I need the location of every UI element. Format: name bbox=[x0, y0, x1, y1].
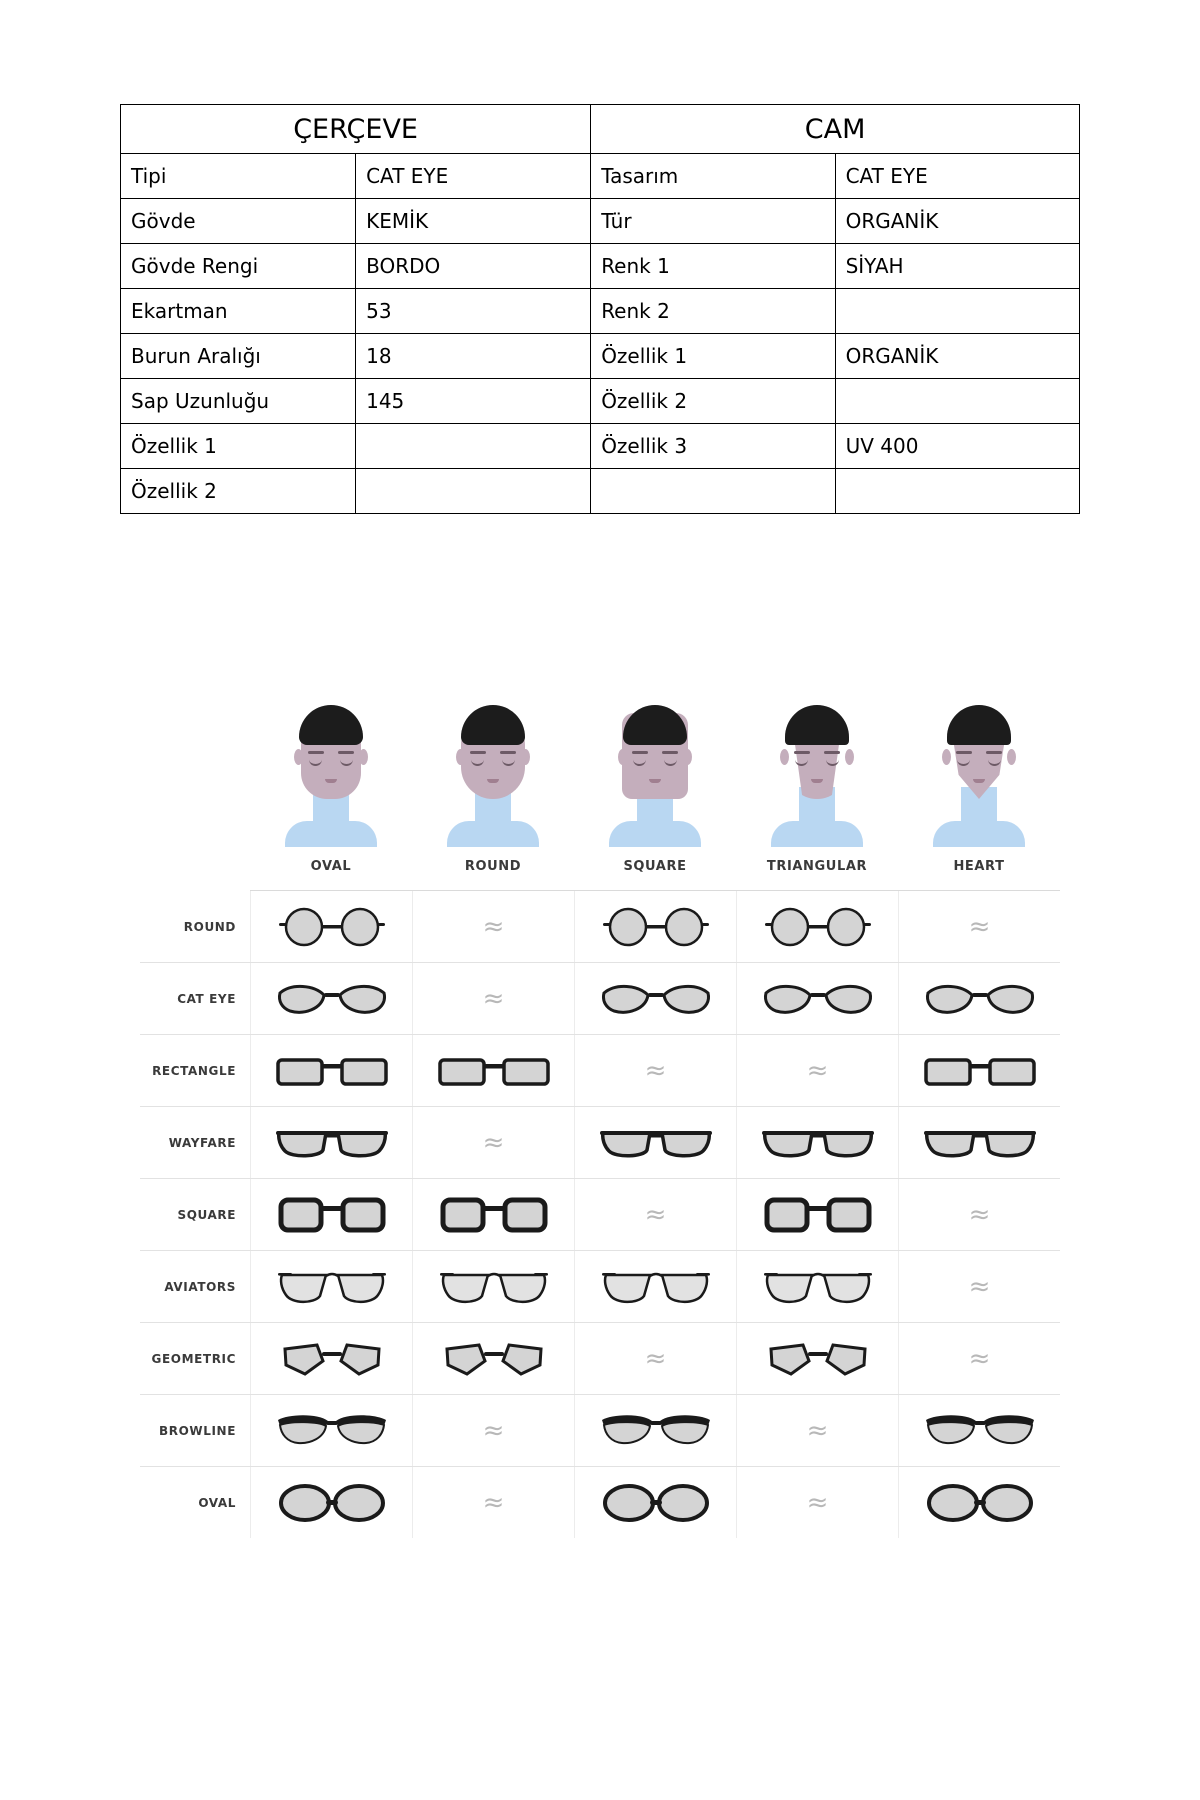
value-govde: KEMİK bbox=[356, 199, 591, 244]
frame-style-label: CAT EYE bbox=[177, 991, 236, 1006]
no-match-icon bbox=[412, 963, 574, 1034]
no-match-icon bbox=[574, 1035, 736, 1106]
face-illustration-row bbox=[250, 690, 1060, 845]
match-glasses-icon bbox=[898, 1035, 1060, 1106]
no-match-icon bbox=[412, 891, 574, 962]
match-glasses-icon bbox=[250, 1395, 412, 1466]
frame-style-label: ROUND bbox=[183, 919, 236, 934]
no-match-icon bbox=[736, 1395, 898, 1466]
label-empty bbox=[591, 469, 835, 514]
match-glasses-icon bbox=[412, 1179, 574, 1250]
compatibility-matrix bbox=[140, 891, 1060, 1538]
frame-style-label: AVIATORS bbox=[164, 1279, 236, 1294]
table-row bbox=[121, 199, 1080, 244]
face-shape-label-round: ROUND bbox=[464, 859, 522, 874]
face-cell-round bbox=[412, 690, 574, 845]
table-header-row bbox=[121, 105, 1080, 154]
no-match-symbol: ≈ bbox=[482, 983, 505, 1014]
match-glasses-icon bbox=[574, 891, 736, 962]
label-ekartman: Ekartman bbox=[121, 289, 356, 334]
face-shape-label-square: SQUARE bbox=[623, 859, 687, 874]
value-burun-araligi: 18 bbox=[356, 334, 591, 379]
no-match-symbol: ≈ bbox=[968, 1271, 991, 1302]
face-shape-label-triangular: TRIANGULAR bbox=[766, 859, 868, 874]
frame-style-label: GEOMETRIC bbox=[151, 1351, 236, 1366]
match-glasses-icon bbox=[250, 1179, 412, 1250]
label-tipi: Tipi bbox=[121, 154, 356, 199]
frame-style-label: SQUARE bbox=[177, 1207, 236, 1222]
value-cam-ozellik-3: UV 400 bbox=[835, 424, 1079, 469]
no-match-icon bbox=[898, 1251, 1060, 1322]
no-match-icon bbox=[898, 891, 1060, 962]
label-cerceve-ozellik-2: Özellik 2 bbox=[121, 469, 356, 514]
matrix-row bbox=[140, 1467, 1060, 1538]
matrix-row bbox=[140, 1035, 1060, 1107]
table-row bbox=[121, 244, 1080, 289]
match-glasses-icon bbox=[250, 1035, 412, 1106]
spec-table-container bbox=[120, 104, 1080, 514]
label-renk-2: Renk 2 bbox=[591, 289, 835, 334]
matrix-row bbox=[140, 1179, 1060, 1251]
table-row bbox=[121, 469, 1080, 514]
frame-style-label: OVAL bbox=[198, 1495, 236, 1510]
frame-style-label: BROWLINE bbox=[159, 1423, 236, 1438]
label-tur: Tür bbox=[591, 199, 835, 244]
no-match-symbol: ≈ bbox=[968, 1343, 991, 1374]
match-glasses-icon bbox=[250, 1107, 412, 1178]
matrix-row bbox=[140, 1107, 1060, 1179]
table-row bbox=[121, 154, 1080, 199]
no-match-symbol: ≈ bbox=[644, 1199, 667, 1230]
label-sap-uzunlugu: Sap Uzunluğu bbox=[121, 379, 356, 424]
frame-style-label: WAYFARE bbox=[168, 1135, 236, 1150]
face-cell-triangular bbox=[736, 690, 898, 845]
no-match-icon bbox=[412, 1107, 574, 1178]
no-match-symbol: ≈ bbox=[806, 1415, 829, 1446]
value-tipi: CAT EYE bbox=[356, 154, 591, 199]
no-match-symbol: ≈ bbox=[644, 1055, 667, 1086]
match-glasses-icon bbox=[250, 1251, 412, 1322]
no-match-icon bbox=[898, 1323, 1060, 1394]
value-cerceve-ozellik-2 bbox=[356, 469, 591, 514]
label-tasarim: Tasarım bbox=[591, 154, 835, 199]
face-heart-icon bbox=[927, 695, 1031, 845]
face-cell-square bbox=[574, 690, 736, 845]
face-shape-frame-chart bbox=[140, 690, 1060, 1538]
no-match-symbol: ≈ bbox=[482, 911, 505, 942]
matrix-row bbox=[140, 1395, 1060, 1467]
no-match-icon bbox=[412, 1467, 574, 1538]
label-burun-araligi: Burun Aralığı bbox=[121, 334, 356, 379]
match-glasses-icon bbox=[574, 1251, 736, 1322]
face-shape-label-heart: HEART bbox=[953, 859, 1005, 874]
table-row bbox=[121, 289, 1080, 334]
match-glasses-icon bbox=[736, 1323, 898, 1394]
no-match-icon bbox=[412, 1395, 574, 1466]
matrix-row bbox=[140, 1251, 1060, 1323]
label-cam-ozellik-3: Özellik 3 bbox=[591, 424, 835, 469]
product-spec-table bbox=[120, 104, 1080, 514]
match-glasses-icon bbox=[412, 1323, 574, 1394]
label-govde: Gövde bbox=[121, 199, 356, 244]
label-govde-rengi: Gövde Rengi bbox=[121, 244, 356, 289]
label-cam-ozellik-2: Özellik 2 bbox=[591, 379, 835, 424]
face-square-icon bbox=[603, 695, 707, 845]
no-match-symbol: ≈ bbox=[806, 1487, 829, 1518]
match-glasses-icon bbox=[412, 1035, 574, 1106]
match-glasses-icon bbox=[898, 963, 1060, 1034]
header-cercevе: ÇERÇEVE bbox=[121, 105, 591, 154]
face-shape-label-row bbox=[250, 845, 1060, 891]
value-ekartman: 53 bbox=[356, 289, 591, 334]
face-round-icon bbox=[441, 695, 545, 845]
value-cam-ozellik-2 bbox=[835, 379, 1079, 424]
match-glasses-icon bbox=[250, 963, 412, 1034]
match-glasses-icon bbox=[574, 1107, 736, 1178]
match-glasses-icon bbox=[736, 1179, 898, 1250]
match-glasses-icon bbox=[898, 1467, 1060, 1538]
match-glasses-icon bbox=[574, 1467, 736, 1538]
match-glasses-icon bbox=[412, 1251, 574, 1322]
no-match-symbol: ≈ bbox=[806, 1055, 829, 1086]
no-match-symbol: ≈ bbox=[482, 1415, 505, 1446]
face-triangular-icon bbox=[765, 695, 869, 845]
value-renk-1: SİYAH bbox=[835, 244, 1079, 289]
match-glasses-icon bbox=[898, 1395, 1060, 1466]
table-row bbox=[121, 379, 1080, 424]
face-cell-heart bbox=[898, 690, 1060, 845]
no-match-symbol: ≈ bbox=[968, 911, 991, 942]
no-match-icon bbox=[574, 1179, 736, 1250]
no-match-symbol: ≈ bbox=[482, 1487, 505, 1518]
matrix-row bbox=[140, 963, 1060, 1035]
no-match-icon bbox=[736, 1467, 898, 1538]
value-cam-ozellik-1: ORGANİK bbox=[835, 334, 1079, 379]
value-tasarim: CAT EYE bbox=[835, 154, 1079, 199]
header-cam: CAM bbox=[591, 105, 1080, 154]
table-row bbox=[121, 334, 1080, 379]
match-glasses-icon bbox=[736, 1251, 898, 1322]
match-glasses-icon bbox=[250, 891, 412, 962]
no-match-symbol: ≈ bbox=[644, 1343, 667, 1374]
match-glasses-icon bbox=[736, 891, 898, 962]
no-match-icon bbox=[574, 1323, 736, 1394]
no-match-symbol: ≈ bbox=[482, 1127, 505, 1158]
match-glasses-icon bbox=[250, 1323, 412, 1394]
table-row bbox=[121, 424, 1080, 469]
face-shape-label-oval: OVAL bbox=[310, 859, 352, 874]
value-sap-uzunlugu: 145 bbox=[356, 379, 591, 424]
value-empty bbox=[835, 469, 1079, 514]
match-glasses-icon bbox=[574, 963, 736, 1034]
label-cam-ozellik-1: Özellik 1 bbox=[591, 334, 835, 379]
value-govde-rengi: BORDO bbox=[356, 244, 591, 289]
label-renk-1: Renk 1 bbox=[591, 244, 835, 289]
frame-style-label: RECTANGLE bbox=[152, 1063, 236, 1078]
match-glasses-icon bbox=[250, 1467, 412, 1538]
matrix-row bbox=[140, 1323, 1060, 1395]
face-oval-icon bbox=[279, 695, 383, 845]
match-glasses-icon bbox=[898, 1107, 1060, 1178]
no-match-icon bbox=[736, 1035, 898, 1106]
no-match-icon bbox=[898, 1179, 1060, 1250]
match-glasses-icon bbox=[736, 1107, 898, 1178]
match-glasses-icon bbox=[574, 1395, 736, 1466]
value-cerceve-ozellik-1 bbox=[356, 424, 591, 469]
value-tur: ORGANİK bbox=[835, 199, 1079, 244]
matrix-row bbox=[140, 891, 1060, 963]
match-glasses-icon bbox=[736, 963, 898, 1034]
value-renk-2 bbox=[835, 289, 1079, 334]
no-match-symbol: ≈ bbox=[968, 1199, 991, 1230]
label-cerceve-ozellik-1: Özellik 1 bbox=[121, 424, 356, 469]
face-cell-oval bbox=[250, 690, 412, 845]
